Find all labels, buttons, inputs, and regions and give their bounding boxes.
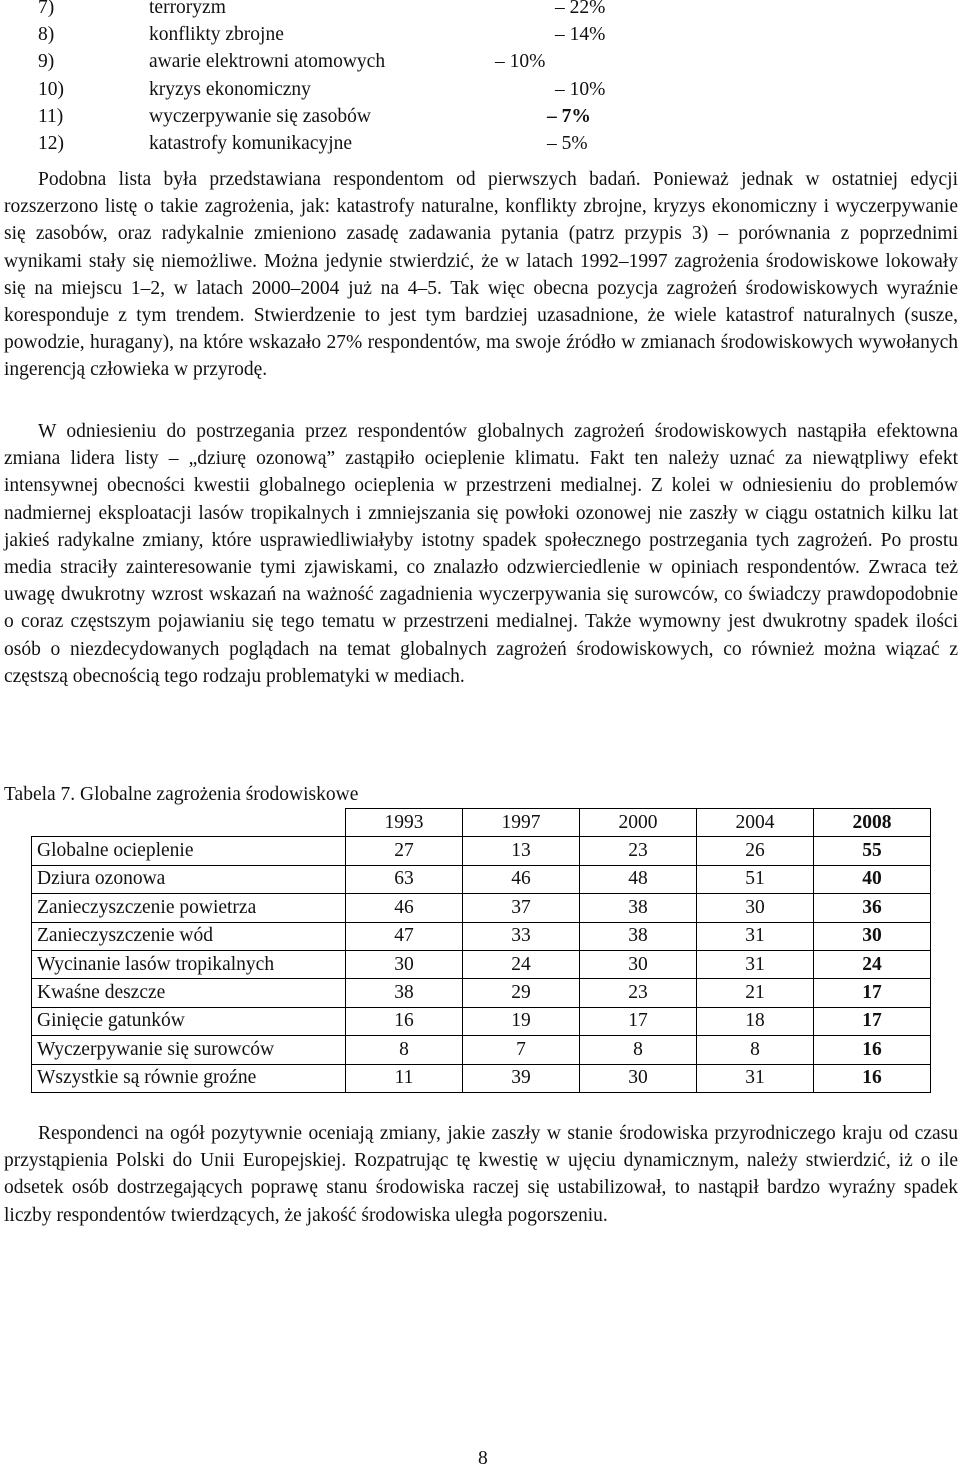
table-corner-cell — [32, 809, 346, 837]
list-item-percent: – 10% — [555, 78, 606, 100]
table-header-year: 1993 — [346, 809, 463, 837]
list-item-number: 9) — [38, 51, 55, 73]
table-cell: 8 — [346, 1036, 463, 1064]
paragraph-eu-accession — [4, 1120, 958, 1229]
table-cell: 63 — [346, 865, 463, 893]
list-item-percent: – 10% — [495, 51, 546, 73]
table-cell: 23 — [580, 837, 697, 865]
table-cell: 31 — [697, 922, 814, 950]
list-item-percent: – 22% — [555, 0, 606, 18]
table-row — [32, 1036, 931, 1064]
table-cell: 39 — [463, 1064, 580, 1092]
list-item-number: 10) — [38, 78, 64, 100]
table-header-year: 2008 — [814, 809, 931, 837]
table-row-label: Zanieczyszczenie powietrza — [32, 894, 346, 922]
table-cell: 27 — [346, 837, 463, 865]
table-cell: 30 — [697, 894, 814, 922]
table-cell: 38 — [580, 922, 697, 950]
table-caption: Tabela 7. Globalne zagrożenia środowiskowe — [4, 784, 359, 805]
table-cell: 17 — [580, 1007, 697, 1035]
table-cell: 21 — [697, 979, 814, 1007]
list-item — [38, 21, 658, 48]
list-item — [38, 76, 658, 103]
table-cell: 16 — [814, 1064, 931, 1092]
list-item — [38, 130, 658, 157]
table-header-row — [32, 809, 931, 837]
table-cell: 55 — [814, 837, 931, 865]
list-item-label: kryzys ekonomiczny — [149, 78, 311, 100]
table-body — [32, 837, 931, 1093]
list-item-number: 7) — [38, 0, 55, 18]
paragraph-global-threats-text: W odniesieniu do postrzegania przez respondentów globalnych zagrożeń środowiskowych nastąpiła efektowna zmiana lidera listy – „dziurę ozonową” zastąpiło ocieplenie klimatu. Fakt ten należy uznać za niewątpliwy efekt intensywnej obecności kwestii globalnego ocieplenia w przestrzeni medialnej. Z kolei w odniesieniu do problemów nadmiernej eksploatacji lasów tropikalnych i zmniejszania się powłoki ozonowej nie zaszły w ciągu ostatnich kilku lat jakieś radykalne zmiany, które usprawiedliwiałyby istotny spadek społecznego postrzegania tych zagrożeń. Po prostu media straciły zainteresowanie tymi zjawiskami, co znalazło odzwierciedlenie w opiniach respondentów. Zwraca też uwagę dwukrotny wzrost wskazań na ważność zagadnienia wyczerpywania się surowców, co świadczy prawdopodobnie o coraz częstszym pojawianiu się tego tematu w przestrzeni medialnej. Także wymowny jest dwukrotny spadek ilości osób o niezdecydowanych poglądach na temat globalnych zagrożeń środowiskowych, co również można wiązać z częstszą obecnością tego rodzaju problematyki w mediach. — [4, 421, 958, 687]
table-cell: 30 — [580, 1064, 697, 1092]
table-row — [32, 950, 931, 978]
table-cell: 36 — [814, 894, 931, 922]
table-header-year: 2000 — [580, 809, 697, 837]
table-row — [32, 1007, 931, 1035]
table-cell: 30 — [580, 950, 697, 978]
table-cell: 8 — [580, 1036, 697, 1064]
table-cell: 16 — [346, 1007, 463, 1035]
table-cell: 40 — [814, 865, 931, 893]
list-item — [38, 48, 658, 75]
ranked-threat-list — [38, 0, 658, 157]
table-cell: 30 — [346, 950, 463, 978]
table-row — [32, 979, 931, 1007]
table-cell: 31 — [697, 1064, 814, 1092]
list-item-number: 11) — [38, 105, 64, 127]
list-item-label: wyczerpywanie się zasobów — [149, 105, 371, 127]
table-row-label: Wycinanie lasów tropikalnych — [32, 950, 346, 978]
table-cell: 19 — [463, 1007, 580, 1035]
table-cell: 8 — [697, 1036, 814, 1064]
table-row-label: Wszystkie są równie groźne — [32, 1064, 346, 1092]
list-item-percent: – 5% — [547, 132, 588, 154]
table-row — [32, 922, 931, 950]
table-cell: 30 — [814, 922, 931, 950]
table-cell: 16 — [814, 1036, 931, 1064]
list-item-percent: – 14% — [555, 24, 606, 46]
table-cell: 38 — [346, 979, 463, 1007]
table-row-label: Globalne ocieplenie — [32, 837, 346, 865]
list-item-number: 8) — [38, 24, 55, 46]
table-cell: 48 — [580, 865, 697, 893]
list-item — [38, 0, 658, 21]
table-row — [32, 837, 931, 865]
table-cell: 31 — [697, 950, 814, 978]
table-row — [32, 894, 931, 922]
table-row-label: Kwaśne deszcze — [32, 979, 346, 1007]
table-cell: 24 — [814, 950, 931, 978]
list-item-label: katastrofy komunikacyjne — [149, 132, 353, 154]
paragraph-comparison-text: Podobna lista była przedstawiana respondentom od pierwszych badań. Ponieważ jednak w ostatniej edycji rozszerzono listę o takie zagrożenia, jak: katastrofy naturalne, konflikty zbrojne, kryzys ekonomiczny i wyczerpywanie się zasobów, oraz radykalnie zmieniono zasadę zadawania pytania (patrz przypis 3) – porównania z poprzednimi wynikami stały się niemożliwe. Można jedynie stwierdzić, że w latach 1992–1997 zagrożenia środowiskowe lokowały się na miejscu 1–2, w latach 2000–2004 już na 4–5. Tak więc obecna pozycja zagrożeń środowiskowych wyraźnie koresponduje z tym trendem. Stwierdzenie to jest tym bardziej uzasadnione, że wiele katastrof naturalnych (susze, powodzie, huragany), na które wskazało 27% respondentów, ma swoje źródło w zmianach środowiskowych wywołanych ingerencją człowieka w przyrodę. — [4, 169, 958, 381]
table-cell: 47 — [346, 922, 463, 950]
table-cell: 18 — [697, 1007, 814, 1035]
paragraph-eu-accession-text: Respondenci na ogół pozytywnie oceniają zmiany, jakie zaszły w stanie środowiska przyrodniczego kraju od czasu przystąpienia Polski do Unii Europejskiej. Rozpatrując tę kwestię w ujęciu dynamicznym, należy stwierdzić, iż o ile odsetek osób dostrzegających poprawę stanu środowiska raczej się ustabilizował, to nastąpił bardzo wyraźny spadek liczby respondentów twierdzących, że jakość środowiska uległa pogorszeniu. — [4, 1123, 958, 1226]
global-threats-table — [31, 808, 931, 1093]
list-item — [38, 103, 658, 130]
list-item-percent: – 7% — [547, 105, 591, 127]
list-item-label: terroryzm — [149, 0, 226, 18]
table-cell: 17 — [814, 1007, 931, 1035]
table-cell: 13 — [463, 837, 580, 865]
table-row — [32, 865, 931, 893]
list-item-label: awarie elektrowni atomowych — [149, 51, 386, 73]
page-number: 8 — [478, 1448, 488, 1469]
table-cell: 46 — [346, 894, 463, 922]
table-cell: 7 — [463, 1036, 580, 1064]
table-cell: 26 — [697, 837, 814, 865]
table-header-year: 2004 — [697, 809, 814, 837]
table-cell: 24 — [463, 950, 580, 978]
list-item-label: konflikty zbrojne — [149, 24, 284, 46]
table-cell: 38 — [580, 894, 697, 922]
table-row-label: Wyczerpywanie się surowców — [32, 1036, 346, 1064]
paragraph-global-threats — [4, 418, 958, 690]
table-cell: 29 — [463, 979, 580, 1007]
table-header-year: 1997 — [463, 809, 580, 837]
list-item-number: 12) — [38, 132, 64, 154]
table-cell: 46 — [463, 865, 580, 893]
table-row-label: Zanieczyszczenie wód — [32, 922, 346, 950]
table-cell: 37 — [463, 894, 580, 922]
table-cell: 23 — [580, 979, 697, 1007]
table-cell: 11 — [346, 1064, 463, 1092]
table-row-label: Dziura ozonowa — [32, 865, 346, 893]
paragraph-comparison — [4, 166, 958, 384]
table-cell: 17 — [814, 979, 931, 1007]
table-cell: 33 — [463, 922, 580, 950]
table-row — [32, 1064, 931, 1092]
table-row-label: Ginięcie gatunków — [32, 1007, 346, 1035]
table-cell: 51 — [697, 865, 814, 893]
